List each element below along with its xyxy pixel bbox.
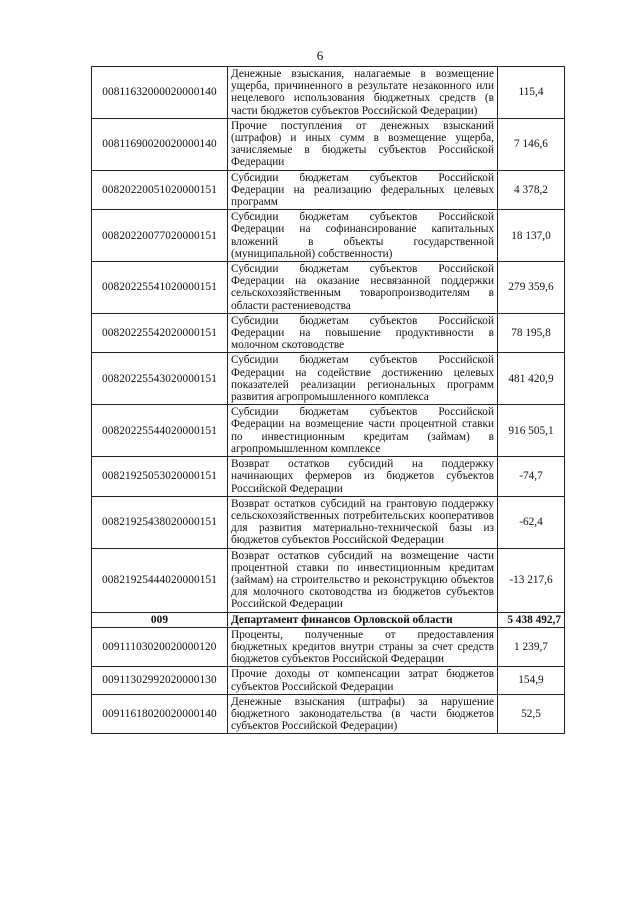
description-cell: Возврат остатков субсидий на возмещение части процентной ставки по инвестиционным кредитам (займам) на строительство и реконструкцию объектов для молочного скотоводства из бюджетов субъектов Российской Федерации bbox=[228, 548, 498, 612]
table-row bbox=[92, 667, 565, 694]
code-cell: 00821925438020000151 bbox=[92, 496, 228, 548]
table-row bbox=[92, 627, 565, 667]
table-row bbox=[92, 313, 565, 353]
description-cell: Субсидии бюджетам субъектов Российской Федерации на возмещение части процентной ставки по инвестиционным кредитам (займам) в агропромышленном комплексе bbox=[228, 405, 498, 457]
amount-cell: 279 359,6 bbox=[498, 262, 565, 314]
amount-cell: 481 420,9 bbox=[498, 353, 565, 405]
table-row bbox=[92, 262, 565, 314]
description-cell: Проценты, полученные от предоставления бюджетных кредитов внутри страны за счет средств бюджетов субъектов Российской Федерации bbox=[228, 627, 498, 667]
amount-cell: 4 378,2 bbox=[498, 170, 565, 210]
table-row bbox=[92, 496, 565, 548]
code-cell: 00820220051020000151 bbox=[92, 170, 228, 210]
amount-cell: 1 239,7 bbox=[498, 627, 565, 667]
amount-cell: -62,4 bbox=[498, 496, 565, 548]
description-cell: Возврат остатков субсидий на грантовую поддержку сельскохозяйственных потребительских кооперативов для развития материально-технической базы из бюджетов субъектов Российской Федерации bbox=[228, 496, 498, 548]
amount-cell: 115,4 bbox=[498, 67, 565, 119]
code-cell: 00820225543020000151 bbox=[92, 353, 228, 405]
description-cell: Прочие доходы от компенсации затрат бюджетов субъектов Российской Федерации bbox=[228, 667, 498, 694]
table-row bbox=[92, 457, 565, 497]
amount-cell: 5 438 492,7 bbox=[498, 612, 565, 627]
code-cell: 00821925444020000151 bbox=[92, 548, 228, 612]
budget-revenue-table bbox=[91, 66, 565, 734]
description-cell: Субсидии бюджетам субъектов Российской Федерации на реализацию федеральных целевых программ bbox=[228, 170, 498, 210]
table-row bbox=[92, 694, 565, 734]
code-cell: 009 bbox=[92, 612, 228, 627]
code-cell: 00820225542020000151 bbox=[92, 313, 228, 353]
code-cell: 00811690020020000140 bbox=[92, 118, 228, 170]
code-cell: 00821925053020000151 bbox=[92, 457, 228, 497]
code-cell: 00911302992020000130 bbox=[92, 667, 228, 694]
code-cell: 00820225544020000151 bbox=[92, 405, 228, 457]
description-cell: Субсидии бюджетам субъектов Российской Федерации на содействие достижению целевых показателей реализации региональных программ развития агропромышленного комплекса bbox=[228, 353, 498, 405]
table-row bbox=[92, 210, 565, 262]
amount-cell: 18 137,0 bbox=[498, 210, 565, 262]
description-cell: Денежные взыскания (штрафы) за нарушение бюджетного законодательства (в части бюджетов субъектов Российской Федерации) bbox=[228, 694, 498, 734]
amount-cell: 52,5 bbox=[498, 694, 565, 734]
amount-cell: 78 195,8 bbox=[498, 313, 565, 353]
page-number: 6 bbox=[316, 48, 324, 63]
description-cell: Субсидии бюджетам субъектов Российской Федерации на оказание несвязанной поддержки сельскохозяйственным товаропроизводителям в области растениеводства bbox=[228, 262, 498, 314]
table-row bbox=[92, 67, 565, 119]
code-cell: 00820220077020000151 bbox=[92, 210, 228, 262]
table-row bbox=[92, 353, 565, 405]
code-cell: 00820225541020000151 bbox=[92, 262, 228, 314]
description-cell: Прочие поступления от денежных взысканий (штрафов) и иных сумм в возмещение ущерба, зачисляемые в бюджеты субъектов Российской Федерации bbox=[228, 118, 498, 170]
amount-cell: 7 146,6 bbox=[498, 118, 565, 170]
amount-cell: -74,7 bbox=[498, 457, 565, 497]
amount-cell: -13 217,6 bbox=[498, 548, 565, 612]
table-row bbox=[92, 170, 565, 210]
code-cell: 00811632000020000140 bbox=[92, 67, 228, 119]
description-cell: Субсидии бюджетам субъектов Российской Федерации на софинансирование капитальных вложений в объекты государственной (муниципальной) собственности) bbox=[228, 210, 498, 262]
description-cell: Субсидии бюджетам субъектов Российской Федерации на повышение продуктивности в молочном скотоводстве bbox=[228, 313, 498, 353]
description-cell: Денежные взыскания, налагаемые в возмещение ущерба, причиненного в результате незаконного или нецелевого использования бюджетных средств (в части бюджетов субъектов Российской Федерации) bbox=[228, 67, 498, 119]
amount-cell: 154,9 bbox=[498, 667, 565, 694]
description-cell: Департамент финансов Орловской области bbox=[228, 612, 498, 627]
section-heading-row bbox=[92, 612, 565, 627]
table-row bbox=[92, 548, 565, 612]
table-row bbox=[92, 405, 565, 457]
code-cell: 00911103020020000120 bbox=[92, 627, 228, 667]
table-row bbox=[92, 118, 565, 170]
description-cell: Возврат остатков субсидий на поддержку начинающих фермеров из бюджетов субъектов Российской Федерации bbox=[228, 457, 498, 497]
code-cell: 00911618020020000140 bbox=[92, 694, 228, 734]
table-body bbox=[92, 67, 565, 734]
amount-cell: 916 505,1 bbox=[498, 405, 565, 457]
